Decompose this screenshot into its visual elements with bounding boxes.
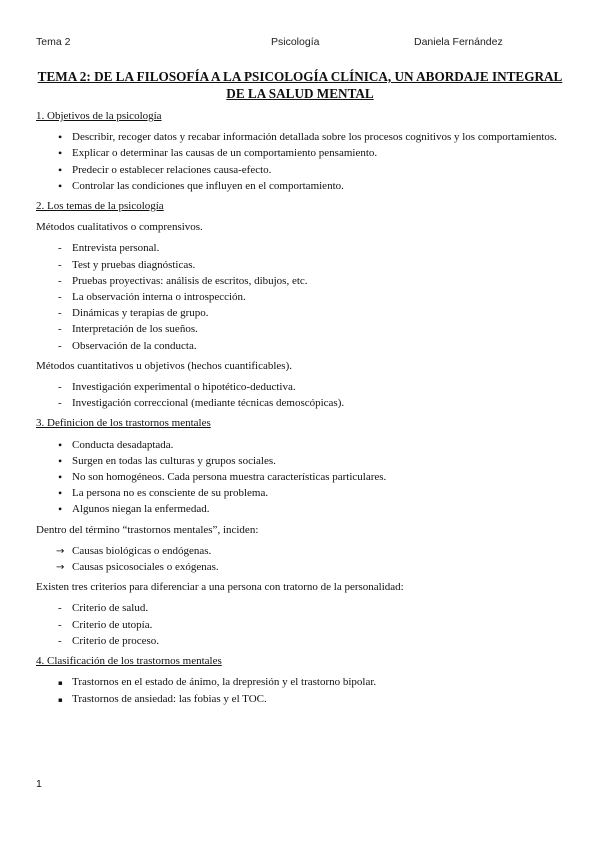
list-item: - Entrevista personal.: [36, 240, 564, 256]
document-title: TEMA 2: DE LA FILOSOFÍA A LA PSICOLOGÍA CLÍNICA, UN ABORDAJE INTEGRAL DE LA SALUD MENTAL: [37, 69, 563, 101]
list-item: • No son homogéneos. Cada persona muestra características particulares.: [36, 469, 564, 485]
dash-icon: [58, 617, 70, 633]
dash-icon: [58, 395, 70, 411]
list-item: • Conducta desadaptada.: [36, 437, 564, 453]
list-item: • Predecir o establecer relaciones causa-efecto.: [36, 162, 564, 178]
dash-icon: [58, 273, 70, 289]
bullet-icon: [58, 162, 70, 179]
dash-icon: [58, 633, 70, 649]
bullet-icon: [58, 129, 70, 146]
qualitative-methods-list: [36, 240, 564, 353]
quantitative-methods-list: [36, 379, 564, 411]
section-1-heading: 1. Objetivos de la psicología: [36, 110, 162, 122]
dash-icon: [58, 600, 70, 616]
causes-list: [36, 543, 564, 575]
arrow-right-icon: [56, 559, 68, 576]
dash-icon: [58, 257, 70, 273]
list-item: - Criterio de utopía.: [36, 617, 564, 633]
list-item: • Describir, recoger datos y recabar información detallada sobre los procesos cognitivos y los comportamientos.: [36, 129, 564, 145]
causes-intro: Dentro del término “trastornos mentales”, inciden:: [36, 523, 259, 536]
criteria-list: [36, 600, 564, 649]
section-2-heading: 2. Los temas de la psicología: [36, 200, 164, 213]
dash-icon: [58, 289, 70, 305]
list-item: → Causas psicosociales o exógenas.: [36, 559, 564, 575]
list-item: • Explicar o determinar las causas de un comportamiento pensamiento.: [36, 145, 564, 161]
bullet-icon: [58, 469, 70, 486]
list-item: - Investigación experimental o hipotético-deductiva.: [36, 379, 564, 395]
square-bullet-icon: [58, 674, 70, 691]
dash-icon: [58, 379, 70, 395]
page-header: [36, 36, 564, 50]
arrow-right-icon: [56, 543, 68, 560]
document-body: [36, 108, 564, 711]
dash-icon: [58, 305, 70, 321]
list-item: ▪ Trastornos en el estado de ánimo, la drepresión y el trastorno bipolar.: [36, 674, 564, 690]
header-subject: Psicología: [271, 36, 320, 48]
bullet-icon: [58, 485, 70, 502]
objectives-list: [36, 129, 564, 194]
list-item: - Investigación correccional (mediante técnicas demoscópicas).: [36, 395, 564, 411]
page-number: 1: [36, 778, 42, 790]
list-item: - La observación interna o introspección.: [36, 289, 564, 305]
list-item: - Pruebas proyectivas: análisis de escritos, dibujos, etc.: [36, 273, 564, 289]
bullet-icon: [58, 437, 70, 454]
list-item: - Interpretación de los sueños.: [36, 321, 564, 337]
list-item: - Test y pruebas diagnósticas.: [36, 257, 564, 273]
header-author: Daniela Fernández: [414, 36, 503, 48]
header-topic: Tema 2: [36, 36, 71, 48]
list-item: → Causas biológicas o endógenas.: [36, 543, 564, 559]
list-item: - Observación de la conducta.: [36, 338, 564, 354]
list-item: • Controlar las condiciones que influyen en el comportamiento.: [36, 178, 564, 194]
quantitative-intro: Métodos cuantitativos u objetivos (hechos cuantificables).: [36, 359, 292, 372]
bullet-icon: [58, 501, 70, 518]
classification-list: [36, 674, 564, 706]
dash-icon: [58, 240, 70, 256]
disorder-traits-list: [36, 437, 564, 518]
section-4-heading: 4. Clasificación de los trastornos mentales: [36, 655, 222, 668]
bullet-icon: [58, 145, 70, 162]
dash-icon: [58, 321, 70, 337]
list-item: ▪ Trastornos de ansiedad: las fobias y el TOC.: [36, 691, 564, 707]
bullet-icon: [58, 453, 70, 470]
list-item: • La persona no es consciente de su problema.: [36, 485, 564, 501]
list-item: • Surgen en todas las culturas y grupos sociales.: [36, 453, 564, 469]
list-item: • Algunos niegan la enfermedad.: [36, 501, 564, 517]
square-bullet-icon: [58, 691, 70, 708]
list-item: - Dinámicas y terapias de grupo.: [36, 305, 564, 321]
criteria-intro: Existen tres criterios para diferenciar a una persona con tratorno de la personalidad:: [36, 581, 404, 594]
list-item: - Criterio de proceso.: [36, 633, 564, 649]
section-3-heading: 3. Definicion de los trastornos mentales: [36, 417, 211, 430]
dash-icon: [58, 338, 70, 354]
list-item: - Criterio de salud.: [36, 600, 564, 616]
bullet-icon: [58, 178, 70, 195]
qualitative-intro: Métodos cualitativos o comprensivos.: [36, 221, 203, 234]
